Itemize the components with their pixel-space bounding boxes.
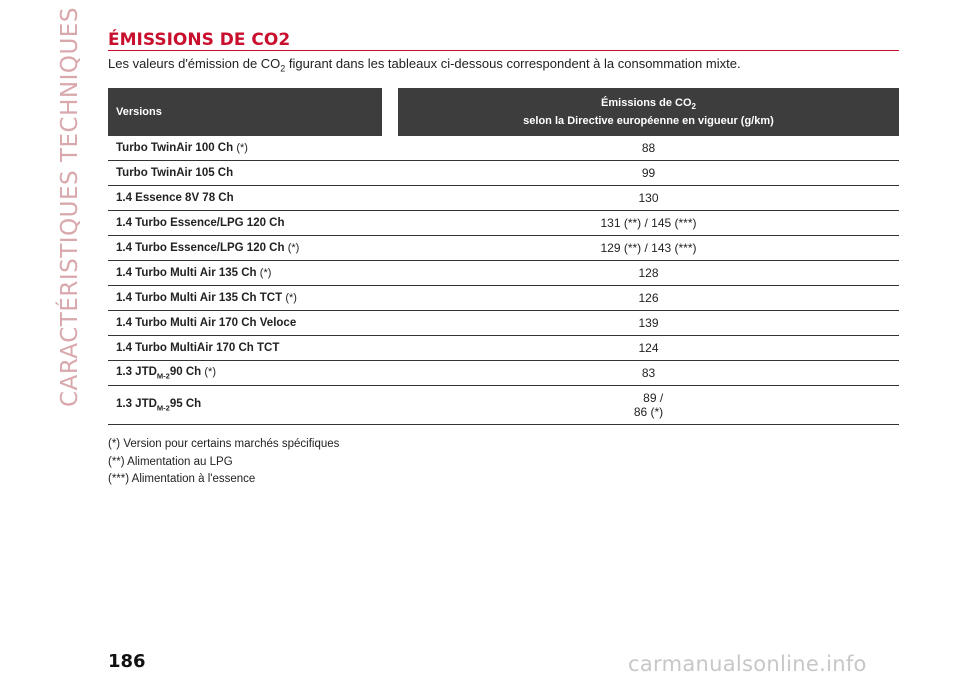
version-name: Turbo TwinAir 100 Ch	[116, 142, 234, 154]
table-row	[108, 361, 899, 386]
version-name: 1.4 Turbo Multi Air 170 Ch Veloce	[116, 317, 297, 329]
version-name-pre: 1.3 JTD	[116, 365, 157, 378]
version-name-pre: 1.3 JTD	[116, 397, 157, 410]
version-cell	[108, 186, 398, 211]
table-row	[108, 236, 899, 261]
emission-value: 88	[398, 136, 899, 161]
table-row	[108, 336, 899, 361]
table-row	[108, 161, 899, 186]
side-section-title	[52, 7, 88, 407]
version-cell	[108, 236, 398, 261]
table-row	[108, 211, 899, 236]
emission-value: 130	[398, 186, 899, 211]
table-row	[108, 136, 899, 161]
emission-value: 83	[398, 361, 899, 386]
page-title: ÉMISSIONS DE CO2	[108, 30, 291, 50]
version-cell	[108, 211, 398, 236]
version-name: 1.4 Essence 8V 78 Ch	[116, 192, 234, 204]
version-name: 1.4 Turbo Essence/LPG 120 Ch	[116, 242, 285, 254]
header-emissions-line1: Émissions de CO	[601, 96, 692, 109]
version-name: 1.4 Turbo Essence/LPG 120 Ch	[116, 217, 285, 229]
table-row	[108, 386, 899, 425]
intro-text-after: figurant dans les tableaux ci-dessous correspondent à la consommation mixte.	[285, 56, 741, 71]
header-emissions-subscript: 2	[691, 102, 696, 112]
table-row	[108, 186, 899, 211]
table-row	[108, 311, 899, 336]
table-row	[108, 286, 899, 311]
footnote: (***) Alimentation à l'essence	[108, 473, 256, 485]
footnote: (*) Version pour certains marchés spécifiques	[108, 438, 340, 450]
version-cell	[108, 336, 398, 361]
emission-value: 139	[398, 311, 899, 336]
side-section-title-text: CARACTÉRISTIQUES TECHNIQUES	[57, 7, 84, 407]
version-cell	[108, 286, 398, 311]
emission-value: 126	[398, 286, 899, 311]
version-cell	[108, 361, 398, 386]
emission-value-line2: 86 (*)	[633, 405, 664, 419]
version-cell	[108, 386, 398, 425]
watermark-text: carmanualsonline.info	[628, 652, 867, 676]
header-emissions-line2: selon la Directive européenne en vigueur (g/km)	[523, 115, 774, 128]
version-note: (*)	[287, 242, 300, 254]
intro-subscript: 2	[280, 63, 286, 74]
title-divider	[108, 50, 899, 51]
header-gap	[382, 88, 398, 136]
table-row	[108, 261, 899, 286]
version-note: (*)	[259, 267, 272, 279]
version-name-post: 95 Ch	[169, 397, 202, 410]
emission-value: 129 (**) / 143 (***)	[398, 236, 899, 261]
emissions-table	[108, 88, 899, 425]
emission-value: 99	[398, 161, 899, 186]
version-subscript: M-2	[156, 403, 170, 413]
version-cell	[108, 311, 398, 336]
intro-text-before: Les valeurs d'émission de CO	[108, 56, 281, 71]
version-note: (*)	[285, 292, 297, 304]
emission-value-cell	[398, 386, 899, 425]
header-versions: Versions	[108, 88, 382, 136]
emission-value-stack	[634, 391, 663, 419]
emission-value-line1: 89 /	[643, 391, 664, 405]
version-cell	[108, 161, 398, 186]
intro-paragraph	[108, 56, 741, 74]
version-cell	[108, 261, 398, 286]
emission-value: 124	[398, 336, 899, 361]
version-name-post: 90 Ch	[169, 365, 202, 378]
version-note: (*)	[236, 142, 248, 154]
version-name: 1.4 Turbo Multi Air 135 Ch	[116, 267, 257, 279]
version-cell	[108, 136, 398, 161]
footnotes	[108, 436, 339, 489]
version-note: (*)	[204, 365, 216, 378]
emission-value: 128	[398, 261, 899, 286]
version-subscript: M-2	[156, 371, 170, 381]
table-header-row	[108, 88, 899, 136]
emission-value: 131 (**) / 145 (***)	[398, 211, 899, 236]
version-name: Turbo TwinAir 105 Ch	[116, 167, 234, 179]
header-emissions	[398, 88, 899, 136]
version-name: 1.4 Turbo Multi Air 135 Ch TCT	[116, 292, 283, 304]
page-number: 186	[108, 651, 146, 672]
footnote: (**) Alimentation au LPG	[108, 455, 233, 468]
version-name: 1.4 Turbo MultiAir 170 Ch TCT	[116, 342, 280, 354]
